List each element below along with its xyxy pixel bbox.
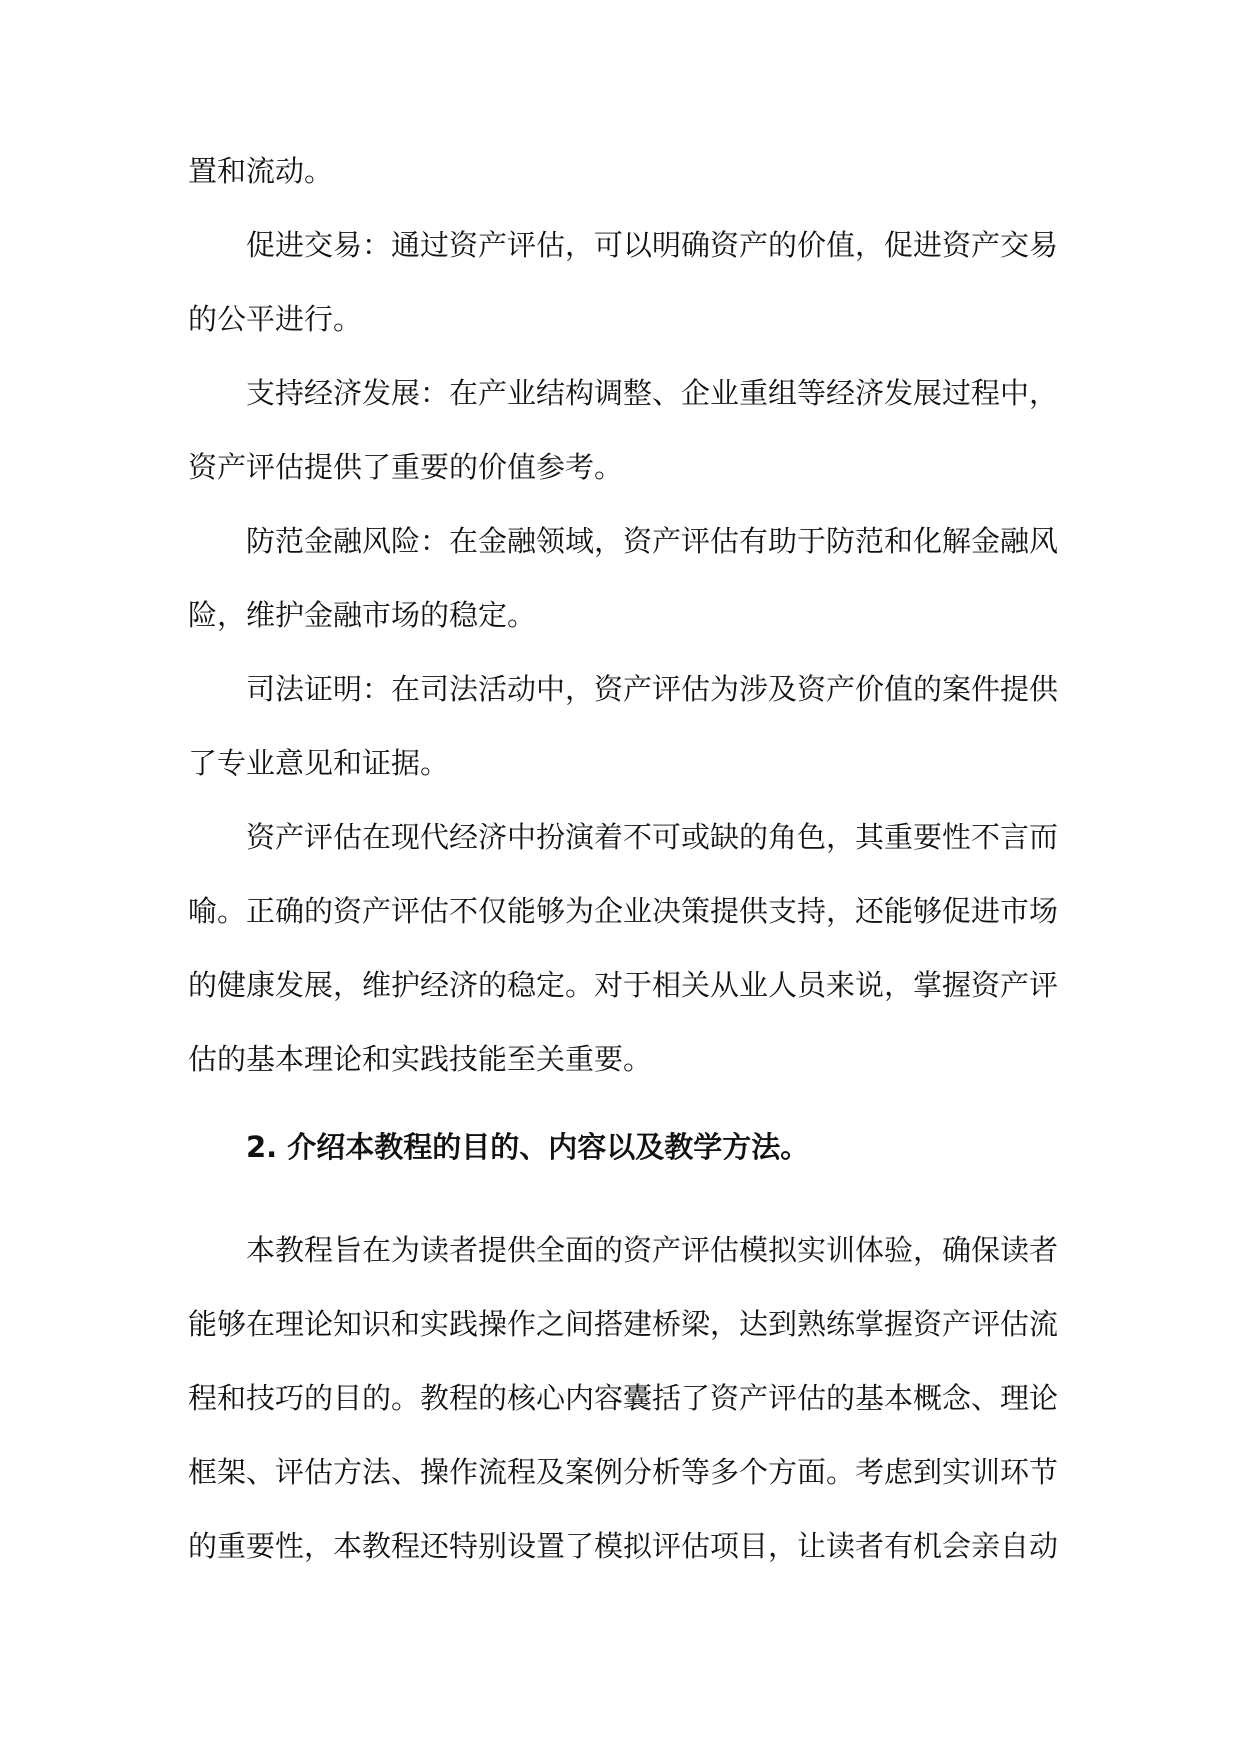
paragraph-judicial-proof: 司法证明：在司法活动中，资产评估为涉及资产价值的案件提供了专业意见和证据。 bbox=[188, 672, 1059, 780]
paragraph-promote-trade: 促进交易：通过资产评估，可以明确资产的价值，促进资产交易的公平进行。 bbox=[188, 228, 1059, 336]
paragraph-support-economy: 支持经济发展：在产业结构调整、企业重组等经济发展过程中，资产评估提供了重要的价值参考。 bbox=[188, 376, 1059, 484]
paragraph-continuation: 置和流动。 bbox=[188, 154, 334, 188]
paragraph-tutorial-purpose: 本教程旨在为读者提供全面的资产评估模拟实训体验，确保读者能够在理论知识和实践操作之间搭建桥梁，达到熟练掌握资产评估流程和技巧的目的。教程的核心内容囊括了资产评估的基本概念、理论框架、评估方法、操作流程及案例分析等多个方面。考虑到实训环节的重要性，本教程还特别设置了模拟评估项目，让读者有机会亲自动 bbox=[188, 1233, 1059, 1563]
body-text-top bbox=[188, 134, 1058, 1096]
paragraph-importance-summary: 资产评估在现代经济中扮演着不可或缺的角色，其重要性不言而喻。正确的资产评估不仅能够为企业决策提供支持，还能够促进市场的健康发展，维护经济的稳定。对于相关从业人员来说，掌握资产评估的基本理论和实践技能至关重要。 bbox=[188, 820, 1059, 1076]
paragraph-financial-risk: 防范金融风险：在金融领域，资产评估有助于防范和化解金融风险，维护金融市场的稳定。 bbox=[188, 524, 1059, 632]
section-heading: 2. 介绍本教程的目的、内容以及教学方法。 bbox=[246, 1130, 810, 1164]
body-text-bottom bbox=[188, 1213, 1058, 1583]
